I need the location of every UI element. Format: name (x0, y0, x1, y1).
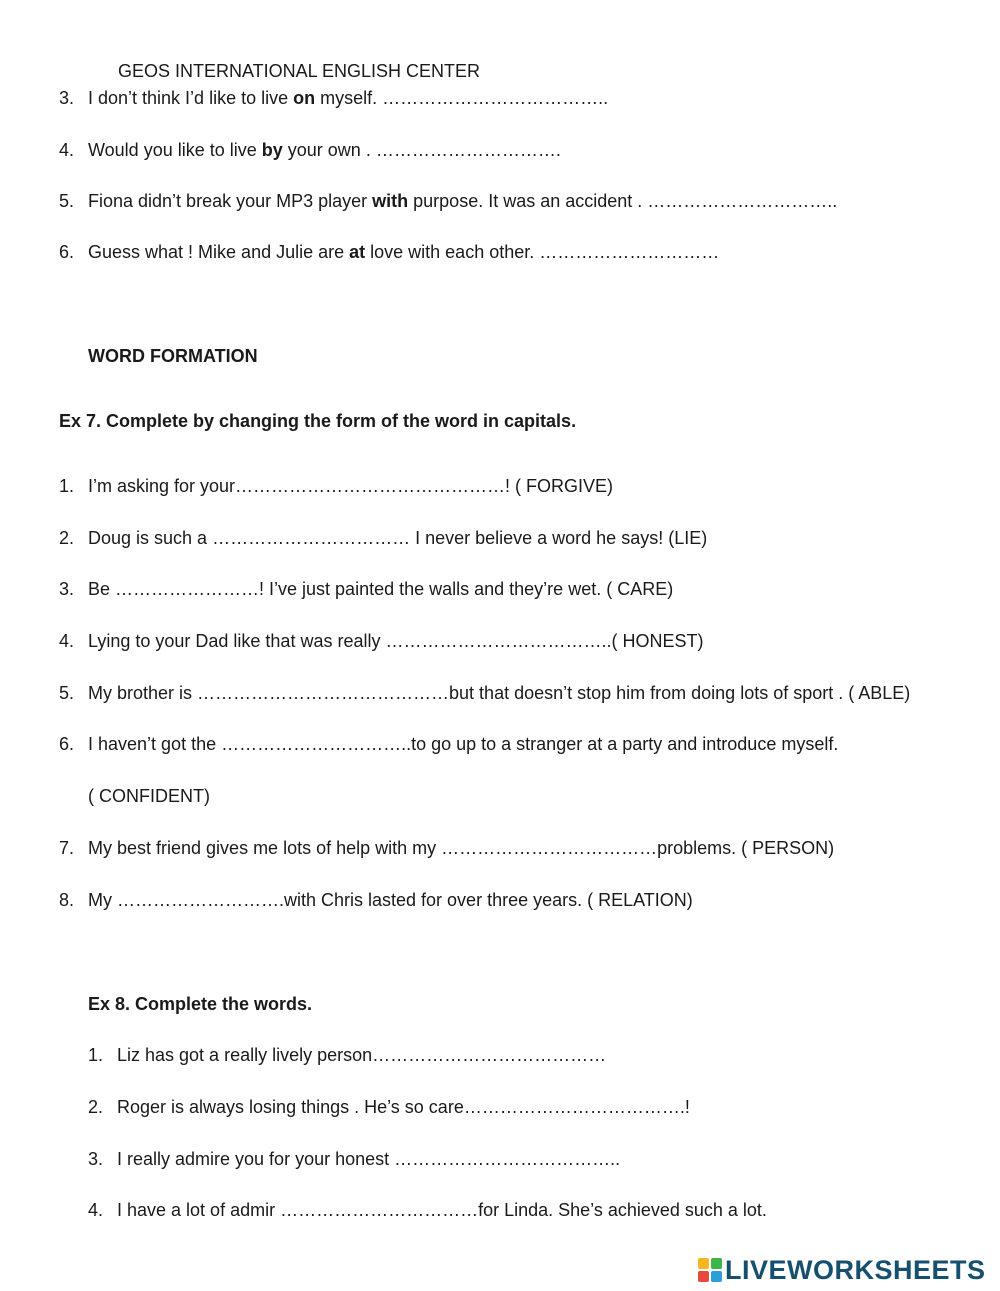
ex7-item-4 (59, 630, 703, 652)
item-keyword: on (293, 88, 316, 108)
item-text: My ……………………….with Chris lasted for over three years. ( RELATION) (88, 890, 693, 910)
liveworksheets-logo (698, 1255, 986, 1285)
logo-blocks-icon (698, 1258, 722, 1282)
ex7-title: Ex 7. Complete by changing the form of the word in capitals. (59, 411, 577, 431)
ex7-item-6-continuation (59, 785, 210, 807)
item-number: 3. (59, 88, 75, 108)
item-number: 4. (88, 1200, 104, 1220)
logo-block-l (698, 1258, 709, 1269)
item-text: I don’t think I’d like to live (88, 88, 294, 108)
item-text: I really admire you for your honest ……………………………….. (117, 1149, 621, 1169)
prep-item-5 (59, 190, 837, 212)
item-number: 1. (88, 1045, 104, 1065)
ex7-item-6 (59, 733, 838, 755)
ex8-item-4 (88, 1199, 767, 1221)
item-number: 3. (88, 1149, 104, 1169)
item-number: 5. (59, 191, 75, 211)
ex7-item-5 (59, 682, 910, 704)
item-number: 6. (59, 734, 75, 754)
item-answer-blank: myself. ……………………………….. (315, 88, 609, 108)
item-keyword: by (261, 140, 283, 160)
ex7-item-3 (59, 578, 673, 600)
item-number: 2. (88, 1097, 104, 1117)
item-number: 6. (59, 242, 75, 262)
section-title: WORD FORMATION (88, 346, 258, 366)
item-number: 1. (59, 476, 75, 496)
item-number: 7. (59, 838, 75, 858)
prep-item-6 (59, 241, 719, 263)
item-answer-blank: purpose. It was an accident . ………………………….. (408, 191, 838, 211)
ex7-item-2 (59, 527, 707, 549)
item-text: Lying to your Dad like that was really ………………………………..( HONEST) (88, 631, 704, 651)
item-answer-blank: love with each other. ………………………… (365, 242, 720, 262)
ex8-item-3 (88, 1148, 620, 1170)
item-text: I’m asking for your………………………………………! ( FORGIVE) (88, 476, 614, 496)
item-keyword: at (349, 242, 366, 262)
item-text: My best friend gives me lots of help with my ………………………………problems. ( PERSON) (88, 838, 835, 858)
item-text: ( CONFIDENT) (88, 786, 210, 806)
item-text: Fiona didn’t break your MP3 player (88, 191, 373, 211)
ex8-item-2 (88, 1096, 690, 1118)
ex7-item-7 (59, 837, 834, 859)
item-text: Be ……………………! I’ve just painted the walls and they’re wet. ( CARE) (88, 579, 674, 599)
item-text: Doug is such a …………………………… I never believe a word he says! (LIE) (88, 528, 708, 548)
item-number: 5. (59, 683, 75, 703)
item-number: 3. (59, 579, 75, 599)
item-text: Liz has got a really lively person………………………………… (117, 1045, 607, 1065)
ex8-item-1 (88, 1044, 606, 1066)
logo-block-e (711, 1271, 722, 1282)
prep-item-4 (59, 139, 561, 161)
ex7-item-1 (59, 475, 613, 497)
item-text: Roger is always losing things . He’s so care……………………………….! (117, 1097, 690, 1117)
item-answer-blank: your own . …………………………. (282, 140, 561, 160)
center-header: GEOS INTERNATIONAL ENGLISH CENTER (118, 61, 481, 81)
prep-item-3 (59, 87, 608, 109)
logo-block-i (711, 1258, 722, 1269)
item-text: I have a lot of admir ……………………………for Linda. She’s achieved such a lot. (117, 1200, 767, 1220)
item-number: 4. (59, 140, 75, 160)
item-number: 2. (59, 528, 75, 548)
ex8-title: Ex 8. Complete the words. (88, 994, 313, 1014)
logo-block-v (698, 1271, 709, 1282)
item-number: 4. (59, 631, 75, 651)
item-text: Guess what ! Mike and Julie are (88, 242, 350, 262)
item-keyword: with (372, 191, 409, 211)
ex7-item-8 (59, 889, 693, 911)
item-text: Would you like to live (88, 140, 262, 160)
item-text: My brother is ……………………………………but that doesn’t stop him from doing lots of sport . ( ABLE) (88, 683, 911, 703)
item-number: 8. (59, 890, 75, 910)
logo-text: LIVEWORKSHEETS (725, 1254, 986, 1285)
item-text: I haven’t got the …………………………..to go up to a stranger at a party and introduce myself. (88, 734, 839, 754)
